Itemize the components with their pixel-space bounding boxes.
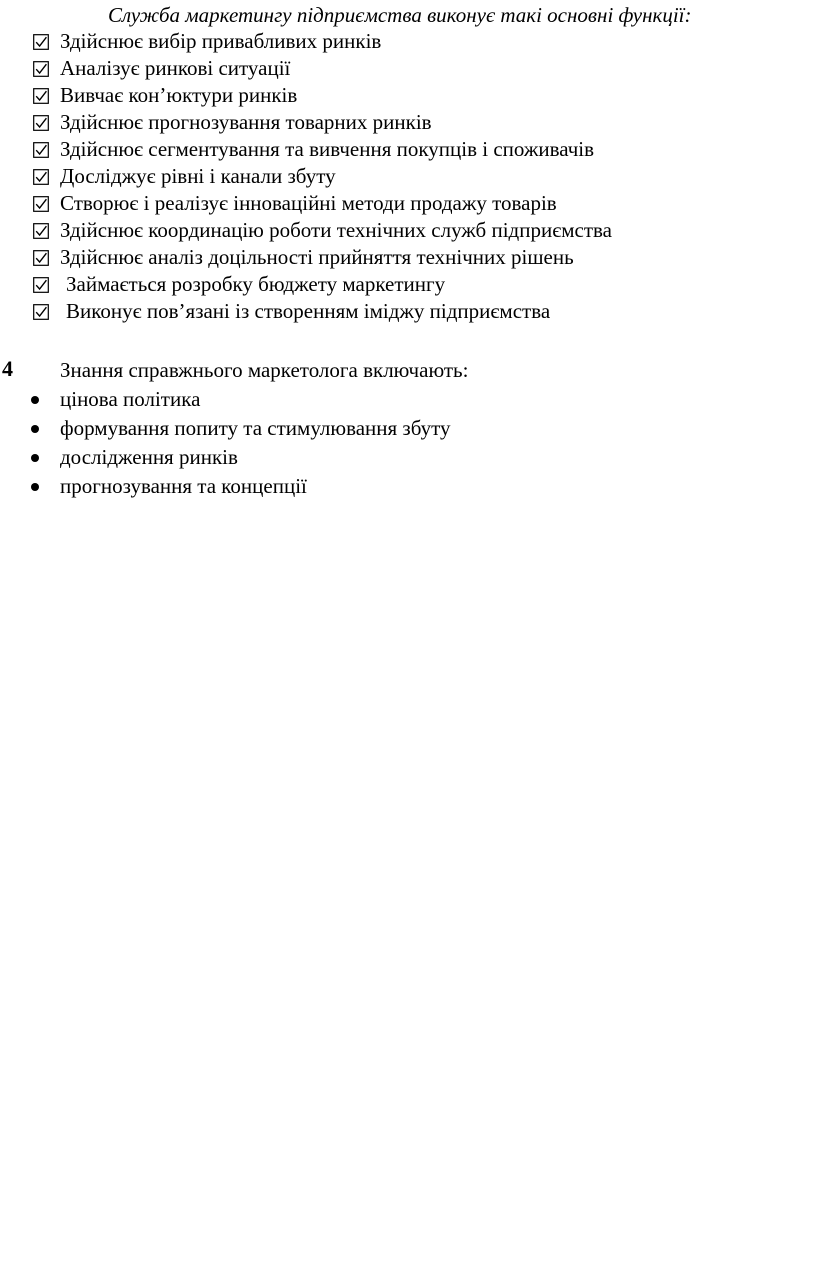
checklist-item-label: Досліджує рівні і канали збуту: [60, 164, 336, 188]
bullet-item-label: дослідження ринків: [60, 445, 238, 469]
checklist-item-label: Виконує пов’язані із створенням іміджу підприємства: [66, 299, 551, 323]
checkbox-checked-icon: [33, 169, 49, 185]
checklist-item-label: Здійснює прогнозування товарних ринків: [60, 110, 432, 134]
bullet-dot-icon: [31, 454, 39, 462]
checklist-item-label: Створює і реалізує інноваційні методи продажу товарів: [60, 191, 557, 215]
checkbox-checked-icon: [33, 250, 49, 266]
bullet-item-label: прогнозування та концепції: [60, 474, 307, 498]
bullet-item-label: формування попиту та стимулювання збуту: [60, 416, 451, 440]
bullet-item-label: цінова політика: [60, 387, 201, 411]
checkbox-checked-icon: [33, 304, 49, 320]
checklist-item-label: Здійснює сегментування та вивчення покупців і споживачів: [60, 137, 595, 161]
functions-heading: Служба маркетингу підприємства виконує такі основні функції:: [108, 3, 692, 27]
checklist-item-label: Здійснює вибір привабливих ринків: [60, 29, 382, 53]
checkbox-checked-icon: [33, 142, 49, 158]
checklist-item-label: Здійснює координацію роботи технічних служб підприємства: [60, 218, 612, 242]
bullet-dot-icon: [31, 425, 39, 433]
bullet-dot-icon: [31, 396, 39, 404]
checkbox-checked-icon: [33, 115, 49, 131]
checkbox-checked-icon: [33, 34, 49, 50]
checkbox-checked-icon: [33, 223, 49, 239]
bullet-dot-icon: [31, 483, 39, 491]
checkbox-checked-icon: [33, 277, 49, 293]
checkbox-checked-icon: [33, 61, 49, 77]
checklist-item-label: Вивчає кон’юктури ринків: [60, 83, 298, 107]
section-number: 4: [2, 356, 13, 381]
checkbox-checked-icon: [33, 196, 49, 212]
checklist-item-label: Здійснює аналіз доцільності прийняття технічних рішень: [60, 245, 574, 269]
checklist-item-label: Аналізує ринкові ситуації: [60, 56, 291, 80]
checklist-item-label: Займається розробку бюджету маркетингу: [66, 272, 446, 296]
checkbox-checked-icon: [33, 88, 49, 104]
section-title: Знання справжнього маркетолога включають:: [60, 358, 469, 382]
